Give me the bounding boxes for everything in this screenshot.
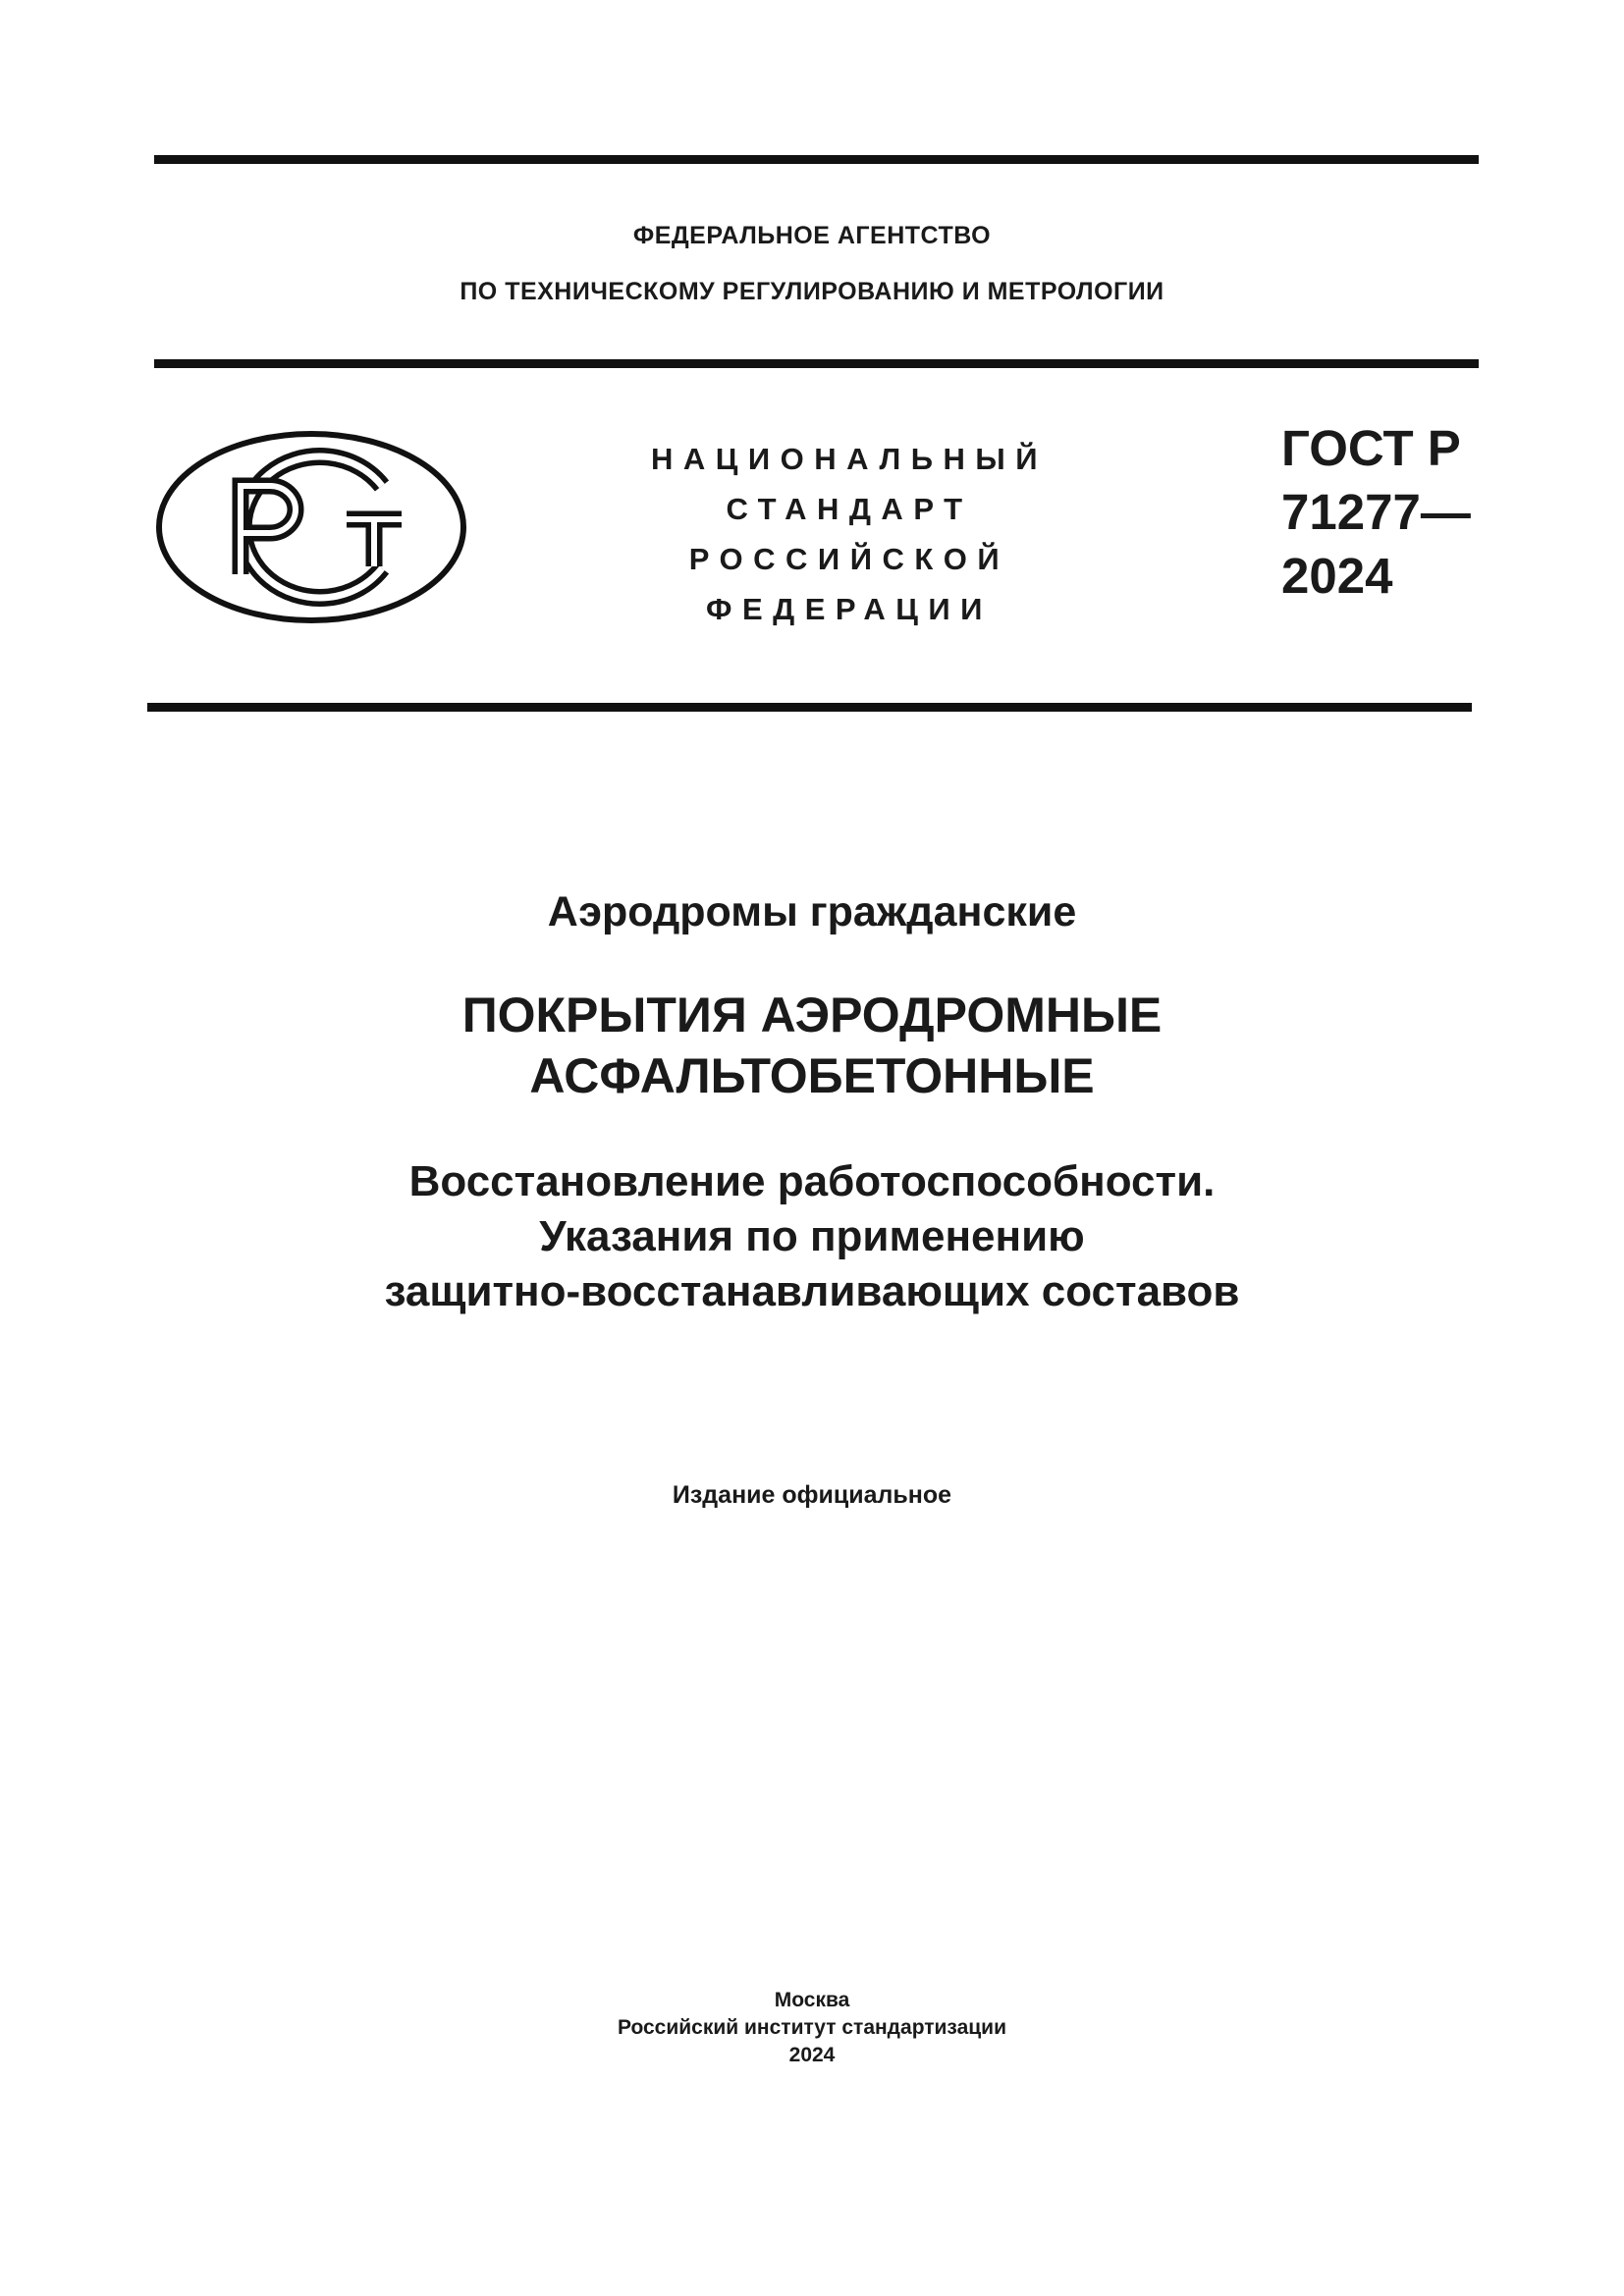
rst-conformity-mark-icon	[154, 429, 468, 625]
description-line-3: защитно-восстанавливающих составов	[384, 1267, 1240, 1315]
imprint	[0, 1987, 1624, 2069]
natstd-line-4: ФЕДЕРАЦИИ	[706, 592, 993, 626]
standard-designation	[1281, 416, 1471, 608]
description-line-2: Указания по применению	[539, 1212, 1085, 1260]
designation-line-2: 71277—	[1281, 484, 1471, 540]
title-line-1: ПОКРЫТИЯ АЭРОДРОМНЫЕ	[461, 988, 1163, 1042]
designation-line-3: 2024	[1281, 548, 1393, 604]
agency-rule	[154, 359, 1479, 368]
natstd-line-1: НАЦИОНАЛЬНЫЙ	[650, 442, 1049, 476]
title-line-2: АСФАЛЬТОБЕТОННЫЕ	[529, 1048, 1095, 1103]
description-line-1: Восстановление работоспособности.	[408, 1157, 1216, 1205]
edition-label: Издание официальное	[672, 1481, 952, 1509]
agency-line-1: ФЕДЕРАЛЬНОЕ АГЕНТСТВО	[632, 222, 992, 249]
natstd-line-2: СТАНДАРТ	[726, 492, 973, 526]
header-rule	[147, 703, 1472, 712]
imprint-year: 2024	[788, 2044, 836, 2066]
national-standard-label	[619, 434, 1080, 634]
imprint-city: Москва	[774, 1989, 850, 2011]
designation-line-1: ГОСТ Р	[1281, 420, 1461, 476]
natstd-line-3: РОССИЙСКОЙ	[688, 542, 1010, 576]
document-title	[0, 985, 1624, 1106]
imprint-publisher: Российский институт стандартизации	[617, 2016, 1007, 2039]
top-rule	[154, 155, 1479, 164]
document-description	[0, 1154, 1624, 1319]
agency-line-2: ПО ТЕХНИЧЕСКОМУ РЕГУЛИРОВАНИЮ И МЕТРОЛОГИИ	[460, 278, 1164, 305]
document-subtitle: Аэродромы гражданские	[547, 888, 1077, 935]
